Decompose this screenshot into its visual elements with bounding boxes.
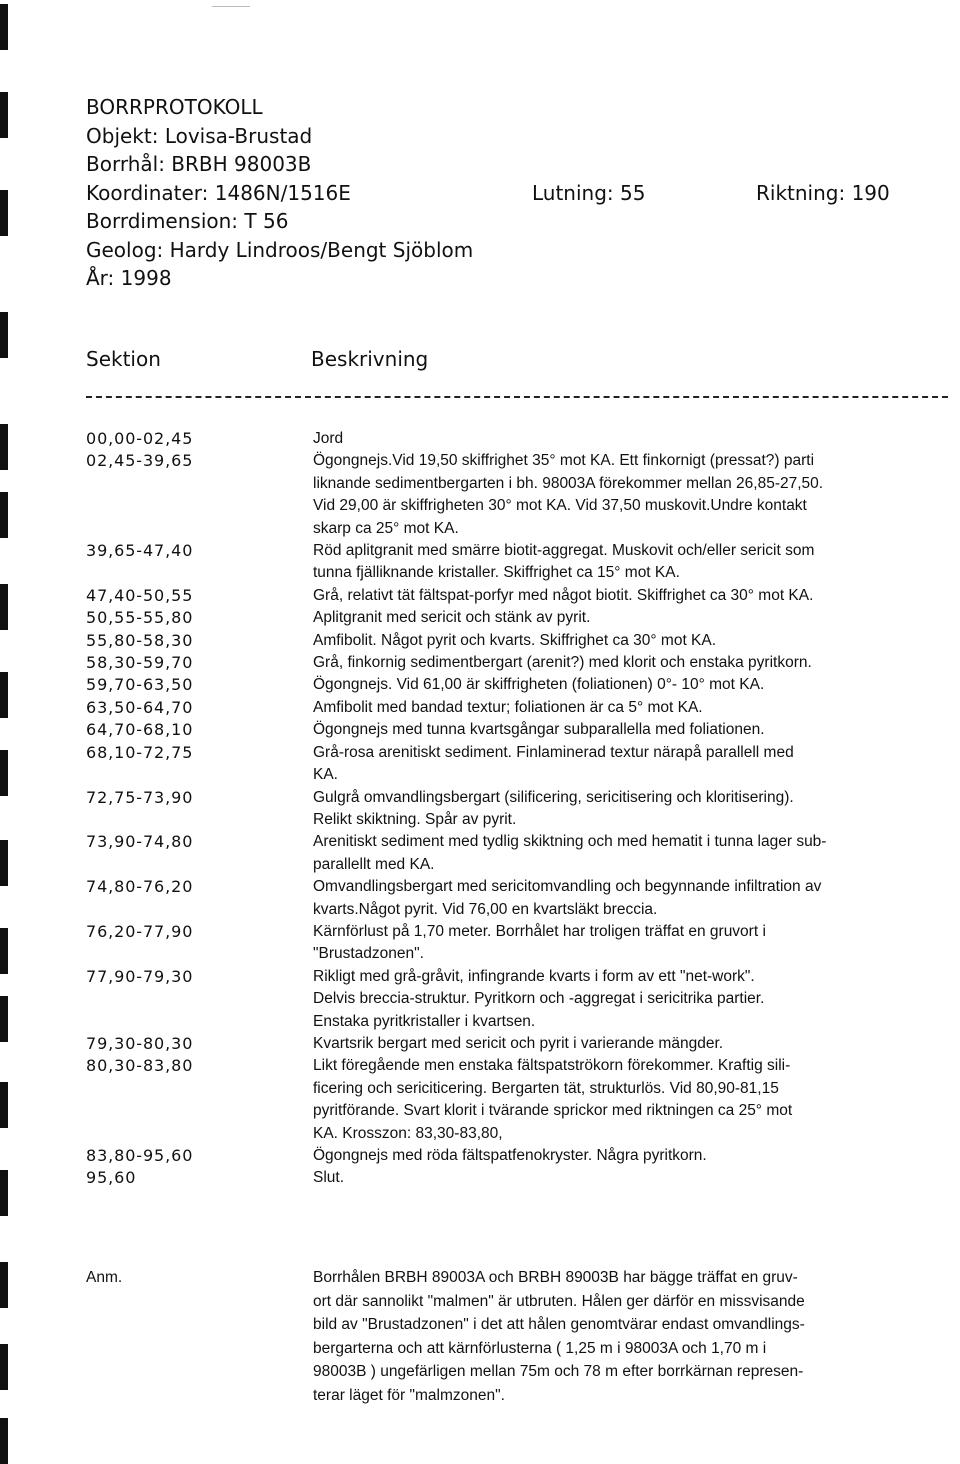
section-description: [313, 540, 956, 585]
description-line: "Brustadzonen".: [313, 945, 424, 963]
section-description: [313, 1167, 956, 1189]
log-entry: [86, 630, 956, 652]
description-line: Amfibolit med bandad textur; foliationen är ca 5° mot KA.: [313, 698, 703, 716]
section-depth: 79,30-80,30: [86, 1033, 194, 1053]
section-description: [313, 921, 956, 966]
log-entry: [86, 450, 956, 540]
section-description: [313, 876, 956, 921]
sektion-heading: Sektion: [86, 347, 161, 371]
document-title: BORRPROTOKOLL: [86, 95, 263, 119]
log-entry: [86, 876, 956, 921]
description-line: Ögongnejs med röda fältspatfenokryster. Några pyritkorn.: [313, 1147, 707, 1164]
description-line: Relikt skiktning. Spår av pyrit.: [313, 810, 517, 828]
description-line: Slut.: [313, 1169, 345, 1187]
description-line: Grå, finkornig sedimentbergart (arenit?) med klorit och enstaka pyritkorn.: [313, 654, 812, 672]
log-entry: [86, 1145, 956, 1167]
section-description: [313, 787, 956, 832]
section-description: [313, 607, 956, 629]
log-entry: [86, 719, 956, 741]
remark-label: Anm.: [86, 1269, 123, 1286]
section-description: [313, 831, 956, 876]
lutning-value: Lutning: 55: [532, 180, 646, 205]
log-entry: [86, 674, 956, 696]
log-entry: [86, 1167, 956, 1189]
description-line: Arenitiskt sediment med tydlig skiktning och med hematit i tunna lager sub-: [313, 833, 827, 851]
log-entry: [86, 607, 956, 629]
description-line: Aplitgranit med sericit och stänk av pyrit.: [313, 609, 591, 627]
section-depth: 77,90-79,30: [86, 966, 194, 986]
section-depth: 58,30-59,70: [86, 653, 194, 673]
log-entry: [86, 1055, 956, 1145]
section-description: [313, 674, 956, 696]
description-line: Röd aplitgranit med smärre biotit-aggregat. Muskovit och/eller sericit som: [313, 542, 815, 560]
borrdimension-line: Borrdimension: T 56: [86, 209, 289, 233]
column-headings: [86, 344, 956, 374]
section-description: [313, 585, 956, 607]
year-line: År: 1998: [86, 266, 172, 290]
remark-line: 98003B ) ungefärligen mellan 75m och 78 m efter borrkärnan represen-: [313, 1363, 804, 1380]
section-depth: 50,55-55,80: [86, 608, 194, 628]
section-depth: 95,60: [86, 1168, 137, 1188]
geolog-line: Geolog: Hardy Lindroos/Bengt Sjöblom: [86, 237, 474, 262]
description-line: Kärnförlust på 1,70 meter. Borrhålet har troligen träffat en gruvort i: [313, 922, 766, 940]
section-depth: 39,65-47,40: [86, 541, 194, 561]
description-line: tunna fjälliknande kristaller. Skiffrighet ca 15° mot KA.: [313, 564, 680, 582]
description-line: kvarts.Något pyrit. Vid 76,00 en kvartsläkt breccia.: [313, 900, 658, 918]
remark-line: bergarterna och att kärnförlusterna ( 1,25 m i 98003A och 1,70 m i: [313, 1339, 767, 1357]
section-depth: 83,80-95,60: [86, 1146, 194, 1165]
log-entry: [86, 585, 956, 607]
section-description: [313, 630, 956, 652]
remark-section: [86, 1266, 956, 1407]
koordinater-row: [86, 179, 916, 208]
log-entry: [86, 966, 956, 1033]
riktning-value: Riktning: 190: [756, 180, 890, 205]
description-line: parallellt med KA.: [313, 855, 435, 873]
description-line: Rikligt med grå-gråvit, infingrande kvarts i form av ett "net-work".: [313, 967, 755, 985]
description-line: Gulgrå omvandlingsbergart (silificering, sericitisering och kloritisering).: [313, 788, 794, 806]
binding-marks: [0, 0, 14, 1462]
section-description: [313, 652, 956, 674]
scan-mark: [212, 6, 250, 7]
section-depth: 00,00-02,45: [86, 429, 194, 448]
section-depth: 76,20-77,90: [86, 921, 194, 941]
description-line: Vid 29,00 är skiffrigheten 30° mot KA. Vid 37,50 muskovit.Undre kontakt: [313, 497, 807, 515]
description-line: Likt föregående men enstaka fältspatströkorn förekommer. Kraftig sili-: [313, 1057, 791, 1075]
remark-line: terar läget för "malmzonen".: [313, 1386, 505, 1404]
section-depth: 63,50-64,70: [86, 697, 194, 717]
description-line: Grå-rosa arenitiskt sediment. Finlaminerad textur närapå parallell med: [313, 743, 794, 761]
beskrivning-heading: Beskrivning: [311, 347, 429, 371]
description-line: Kvartsrik bergart med sericit och pyrit i varierande mängder.: [313, 1034, 724, 1052]
objekt-line: Objekt: Lovisa-Brustad: [86, 123, 313, 148]
section-depth: 68,10-72,75: [86, 742, 194, 762]
log-entry: [86, 697, 956, 719]
log-entry: [86, 831, 956, 876]
section-description: [313, 450, 956, 540]
log-entry: [86, 742, 956, 787]
remark-line: ort där sannolikt "malmen" är utbruten. Hålen ger därför en missvisande: [313, 1292, 805, 1310]
description-line: Delvis breccia-struktur. Pyritkorn och -aggregat i sericitrika partier.: [313, 990, 765, 1008]
log-entry: [86, 787, 956, 832]
description-line: Omvandlingsbergart med sericitomvandling och begynnande infiltration av: [313, 878, 822, 896]
section-depth: 73,90-74,80: [86, 832, 194, 852]
description-line: Ögongnejs. Vid 61,00 är skiffrigheten (foliationen) 0°- 10° mot KA.: [313, 676, 765, 694]
section-description: [313, 966, 956, 1033]
log-entry: [86, 652, 956, 674]
section-description: [313, 719, 956, 741]
log-entry: [86, 428, 956, 450]
section-depth: 64,70-68,10: [86, 720, 194, 740]
description-line: Enstaka pyritkristaller i kvartsen.: [313, 1012, 536, 1030]
description-line: pyritförande. Svart klorit i tvärande sprickor med riktningen ca 25° mot: [313, 1102, 793, 1120]
borrhal-line: Borrhål: BRBH 98003B: [86, 152, 312, 176]
drill-log: [86, 428, 956, 1190]
section-depth: 47,40-50,55: [86, 585, 194, 605]
remark-line: bild av "Brustadzonen" i det att hålen genomtvärar endast omvandlings-: [313, 1316, 805, 1333]
section-description: [313, 697, 956, 719]
description-line: liknande sedimentbergarten i bh. 98003A förekommer mellan 26,85-27,50.: [313, 474, 824, 492]
log-entry: [86, 1033, 956, 1055]
remark-line: Borrhålen BRBH 89003A och BRBH 89003B har bägge träffat en gruv-: [313, 1269, 798, 1286]
section-depth: 59,70-63,50: [86, 675, 194, 695]
section-depth: 55,80-58,30: [86, 630, 194, 650]
log-entry: [86, 921, 956, 966]
section-depth: 80,30-83,80: [86, 1056, 194, 1076]
description-line: KA. Krosszon: 83,30-83,80,: [313, 1124, 503, 1142]
section-description: [313, 742, 956, 787]
description-line: Ögongnejs.Vid 19,50 skiffrighet 35° mot KA. Ett finkornigt (pressat?) parti: [313, 452, 815, 470]
section-description: [313, 1033, 956, 1055]
section-depth: 74,80-76,20: [86, 877, 194, 897]
section-depth: 02,45-39,65: [86, 451, 194, 471]
section-description: [313, 1145, 956, 1167]
description-line: KA.: [313, 766, 338, 784]
description-line: skarp ca 25° mot KA.: [313, 519, 459, 537]
description-line: Jord: [313, 430, 344, 447]
log-entry: [86, 540, 956, 585]
section-description: [313, 1055, 956, 1145]
section-depth: 72,75-73,90: [86, 787, 194, 807]
section-description: [313, 428, 956, 450]
description-line: Grå, relativt tät fältspat-porfyr med något biotit. Skiffrighet ca 30° mot KA.: [313, 586, 814, 604]
description-line: Amfibolit. Något pyrit och kvarts. Skiffrighet ca 30° mot KA.: [313, 631, 717, 649]
description-line: Ögongnejs med tunna kvartsgångar subparallella med foliationen.: [313, 721, 765, 739]
koordinater-line: Koordinater: 1486N/1516E: [86, 180, 351, 205]
dashed-divider: [86, 396, 948, 398]
remark-text: [313, 1266, 956, 1407]
description-line: ficering och sericiticering. Bergarten tät, strukturlös. Vid 80,90-81,15: [313, 1079, 779, 1097]
protocol-header: [86, 93, 916, 293]
